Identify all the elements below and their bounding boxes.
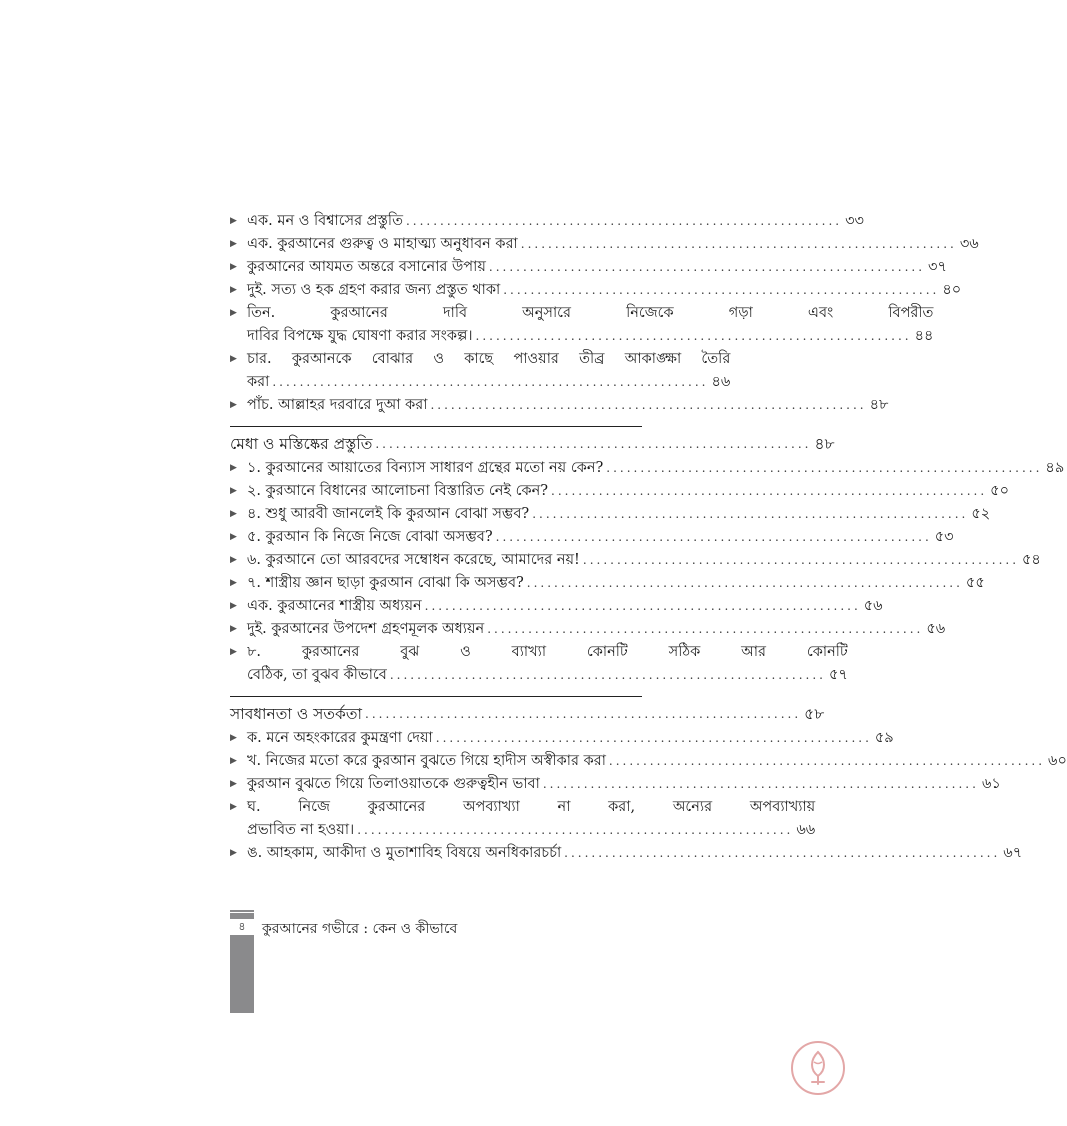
toc-entry[interactable]	[230, 233, 979, 256]
toc-entry-page: ৪৬	[711, 374, 731, 390]
triangle-right-icon: ▶	[230, 578, 237, 588]
triangle-right-icon: ▶	[230, 400, 237, 410]
toc-entry[interactable]	[230, 279, 962, 302]
triangle-right-icon: ▶	[230, 624, 237, 634]
toc-entry-page: ৫৫	[965, 575, 985, 591]
dot-leader: ................................................................	[526, 576, 963, 590]
toc-entry-text: ৭. শাস্ত্রীয় জ্ঞান ছাড়া কুরআন বোঝা কি অসম্ভব?	[247, 575, 524, 591]
toc-entry-page: ৬৬	[796, 822, 816, 838]
toc-entry[interactable]	[230, 549, 1041, 572]
toc-entry-text: ৬. কুরআনে তো আরবদের সম্বোধন করেছে, আমাদের নয়!	[247, 552, 580, 568]
dot-leader: ................................................................	[435, 731, 872, 745]
triangle-right-icon: ▶	[230, 463, 237, 473]
dot-leader: ................................................................	[551, 484, 988, 498]
toc-entry-text-line1: তিন. কুরআনের দাবি অনুসারে নিজেকে গড়া এবং বিপরীত	[247, 305, 934, 321]
page-number: ৪	[230, 919, 254, 935]
toc-entry[interactable]	[230, 572, 985, 595]
triangle-right-icon: ▶	[230, 647, 237, 657]
toc-entry-text: দুই. কুরআনের উপদেশ গ্রহণমূলক অধ্যয়ন	[247, 621, 485, 637]
toc-entry-page: ৪৪	[914, 328, 934, 344]
dot-leader: ................................................................	[520, 237, 957, 251]
toc-entry-page: ৩৭	[928, 259, 947, 275]
dot-leader: ................................................................	[488, 260, 926, 274]
toc-entry-page: ৬৭	[1003, 845, 1023, 861]
dot-leader: ................................................................	[357, 823, 794, 837]
triangle-right-icon: ▶	[230, 733, 237, 743]
toc-entry[interactable]	[230, 842, 1023, 865]
dot-leader: ................................................................	[564, 846, 1001, 860]
toc-entry-text: ৫. কুরআন কি নিজে নিজে বোঝা অসম্ভব?	[247, 529, 493, 545]
toc-entry-text-line2: দাবির বিপক্ষে যুদ্ধ ঘোষণা করার সংকল্প।	[247, 328, 473, 344]
toc-entry-page: ৫২	[971, 506, 991, 522]
toc-entry-page: ৫৭	[828, 667, 848, 683]
triangle-right-icon: ▶	[230, 216, 237, 226]
section-page: ৫৮	[804, 705, 825, 723]
dot-leader: ................................................................	[405, 214, 843, 228]
triangle-right-icon: ▶	[230, 532, 237, 542]
triangle-right-icon: ▶	[230, 779, 237, 789]
toc-entry-page: ৫৬	[926, 621, 946, 637]
triangle-right-icon: ▶	[230, 239, 237, 249]
table-of-contents	[230, 210, 1067, 865]
toc-entry-text: এক. কুরআনের শাস্ত্রীয় অধ্যয়ন	[247, 598, 422, 614]
dot-leader: ................................................................	[375, 437, 812, 451]
triangle-right-icon: ▶	[230, 285, 237, 295]
toc-entry-text: কুরআন বুঝতে গিয়ে তিলাওয়াতকে গুরুত্বহীন ভাবা	[247, 776, 540, 792]
toc-entry-text: ২. কুরআনে বিধানের আলোচনা বিস্তারিত নেই কেন?	[247, 483, 549, 499]
toc-entry-multiline[interactable]	[230, 302, 934, 348]
toc-entry[interactable]	[230, 394, 889, 417]
dot-leader: ................................................................	[389, 668, 826, 682]
toc-entry[interactable]	[230, 457, 1065, 480]
toc-entry-page: ৫৪	[1022, 552, 1041, 568]
toc-section-heading[interactable]	[230, 426, 835, 457]
triangle-right-icon: ▶	[230, 756, 237, 766]
toc-entry[interactable]	[230, 210, 864, 233]
section-title: মেধা ও মস্তিষ্কের প্রস্তুতি	[230, 435, 373, 453]
toc-entry-page: ৫০	[990, 483, 1010, 499]
dot-leader: ................................................................	[424, 599, 861, 613]
toc-entry-text: কুরআনের আযমত অন্তরে বসানোর উপায়	[247, 259, 486, 275]
toc-entry-text-line2: করা	[247, 374, 270, 390]
toc-entry-page: ৫৬	[863, 598, 883, 614]
toc-entry-page: ৬১	[981, 776, 1001, 792]
toc-entry-page: ৩৩	[845, 213, 864, 229]
toc-entry-page: ৪০	[942, 282, 962, 298]
toc-entry-text: ঙ. আহকাম, আকীদা ও মুতাশাবিহ বিষয়ে অনধিকারচর্চা	[247, 845, 562, 861]
toc-entry-text: খ. নিজের মতো করে কুরআন বুঝতে গিয়ে হাদীস অস্বীকার করা	[247, 753, 606, 769]
dot-leader: ................................................................	[606, 461, 1043, 475]
section-page: ৪৮	[814, 435, 835, 453]
dot-leader: ................................................................	[582, 553, 1020, 567]
toc-entry-multiline[interactable]	[230, 796, 816, 842]
toc-entry-text: দুই. সত্য ও হক গ্রহণ করার জন্য প্রস্তুত থাকা	[247, 282, 501, 298]
toc-entry-text: এক. মন ও বিশ্বাসের প্রস্তুতি	[247, 213, 403, 229]
toc-entry[interactable]	[230, 618, 946, 641]
toc-entry-multiline[interactable]	[230, 348, 731, 394]
toc-entry[interactable]	[230, 256, 947, 279]
dot-leader: ................................................................	[503, 283, 940, 297]
triangle-right-icon: ▶	[230, 802, 237, 812]
dot-leader: ................................................................	[365, 707, 802, 721]
toc-entry-text-line1: ঘ. নিজে কুরআনের অপব্যাখ্যা না করা, অন্যের অপব্যাখ্যায়	[247, 799, 816, 815]
toc-entry-text: ১. কুরআনের আয়াতের বিন্যাস সাধারণ গ্রন্থের মতো নয় কেন?	[247, 460, 604, 476]
dot-leader: ................................................................	[532, 507, 969, 521]
toc-entry[interactable]	[230, 503, 991, 526]
triangle-right-icon: ▶	[230, 848, 237, 858]
publisher-logo-icon	[790, 1040, 846, 1096]
toc-section-heading[interactable]	[230, 696, 825, 727]
toc-entry-page: ৫৩	[934, 529, 954, 545]
triangle-right-icon: ▶	[230, 555, 237, 565]
dot-leader: ................................................................	[475, 329, 912, 343]
toc-entry-multiline[interactable]	[230, 641, 848, 687]
triangle-right-icon: ▶	[230, 308, 237, 318]
toc-entry-page: ৫৯	[874, 730, 894, 746]
book-title: কুরআনের গভীরে : কেন ও কীভাবে	[262, 921, 458, 937]
toc-entry-page: ৩৬	[959, 236, 979, 252]
toc-entry-text: পাঁচ. আল্লাহর দরবারে দুআ করা	[247, 397, 428, 413]
toc-entry[interactable]	[230, 480, 1010, 503]
toc-entry-text-line1: ৮. কুরআনের বুঝ ও ব্যাখ্যা কোনটি সঠিক আর কোনটি	[247, 644, 848, 660]
triangle-right-icon: ▶	[230, 509, 237, 519]
triangle-right-icon: ▶	[230, 486, 237, 496]
toc-entry[interactable]	[230, 595, 883, 618]
section-title: সাবধানতা ও সতর্কতা	[230, 705, 363, 723]
toc-entry-text-line1: চার. কুরআনকে বোঝার ও কাছে পাওয়ার তীব্র আকাঙ্ক্ষা তৈরি	[247, 351, 731, 367]
dot-leader: ................................................................	[542, 777, 979, 791]
toc-entry-text: ৪. শুধু আরবী জানলেই কি কুরআন বোঝা সম্ভব?	[247, 506, 530, 522]
toc-entry[interactable]	[230, 727, 894, 750]
toc-entry[interactable]	[230, 773, 1001, 796]
triangle-right-icon: ▶	[230, 601, 237, 611]
footer-rule	[230, 910, 254, 912]
toc-entry[interactable]	[230, 526, 954, 549]
triangle-right-icon: ▶	[230, 262, 237, 272]
dot-leader: ................................................................	[608, 754, 1046, 768]
toc-entry-text-line2: প্রভাবিত না হওয়া।	[247, 822, 355, 838]
dot-leader: ................................................................	[430, 398, 867, 412]
dot-leader: ................................................................	[487, 622, 924, 636]
toc-entry-text: এক. কুরআনের গুরুত্ব ও মাহাত্ম্য অনুধাবন করা	[247, 236, 518, 252]
toc-entry-text-line2: বেঠিক, তা বুঝব কীভাবে	[247, 667, 387, 683]
toc-entry-page: ৬০	[1048, 753, 1067, 769]
toc-entry-page: ৪৯	[1045, 460, 1065, 476]
toc-entry[interactable]	[230, 750, 1067, 773]
toc-entry-page: ৪৮	[869, 397, 889, 413]
dot-leader: ................................................................	[272, 375, 709, 389]
toc-entry-text: ক. মনে অহংকারের কুমন্ত্রণা দেয়া	[247, 730, 433, 746]
dot-leader: ................................................................	[495, 530, 932, 544]
triangle-right-icon: ▶	[230, 354, 237, 364]
